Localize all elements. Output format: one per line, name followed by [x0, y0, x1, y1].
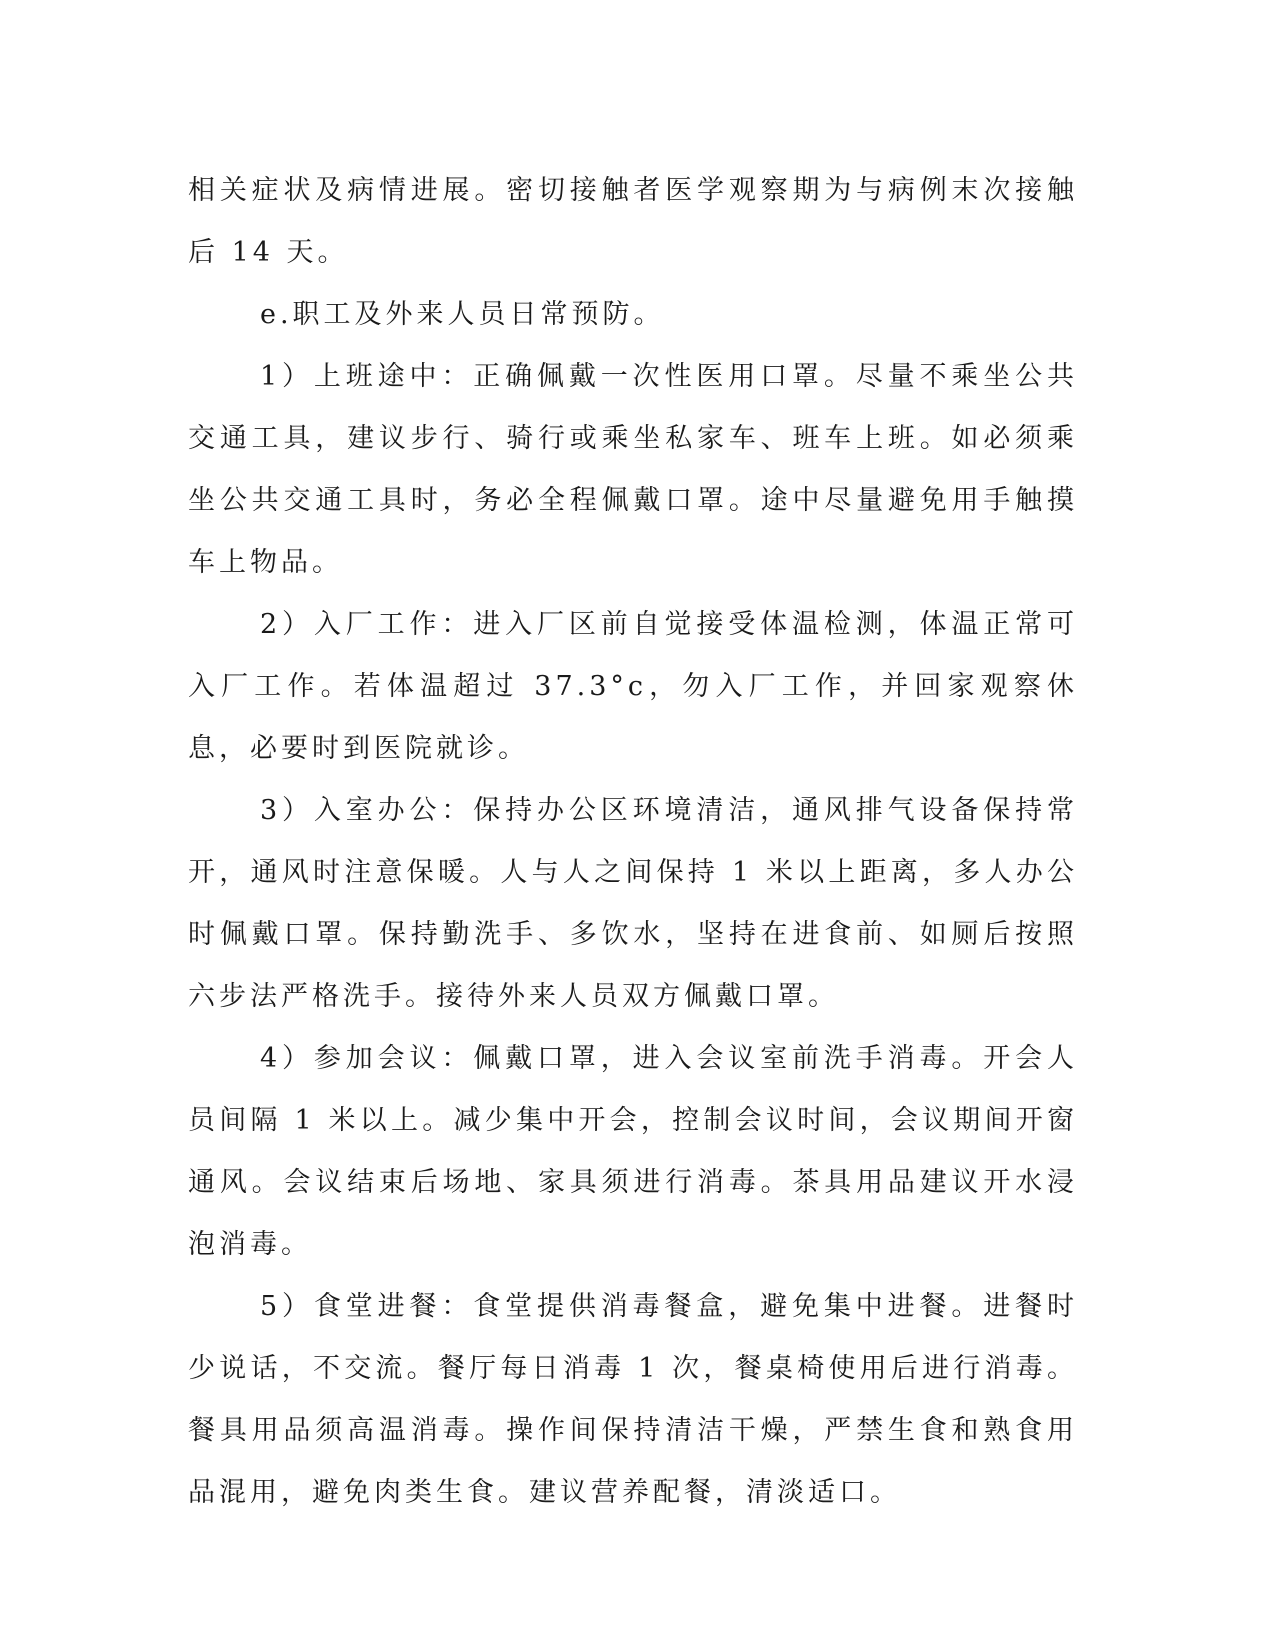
section-heading-e: e.职工及外来人员日常预防。 [260, 299, 665, 330]
paragraph-meetings: 4）参加会议：佩戴口罩，进入会议室前洗手消毒。开会人员间隔 1 米以上。减少集中开会，控制会议时间，会议期间开窗通风。会议结束后场地、家具须进行消毒。茶具用品建议开水浸泡消毒。 [188, 1043, 1078, 1260]
body-text [188, 160, 1078, 1524]
paragraph-continuation: 相关症状及病情进展。密切接触者医学观察期为与病例末次接触后 14 天。 [188, 175, 1078, 268]
paragraph-canteen: 5）食堂进餐：食堂提供消毒餐盒，避免集中进餐。进餐时少说话，不交流。餐厅每日消毒 1 次，餐桌椅使用后进行消毒。餐具用品须高温消毒。操作间保持清洁干燥，严禁生食和熟食用品混用，避免肉类生食。建议营养配餐，清淡适口。 [188, 1291, 1078, 1508]
paragraph-factory-entry: 2）入厂工作：进入厂区前自觉接受体温检测，体温正常可入厂工作。若体温超过 37.3°c，勿入厂工作，并回家观察休息，必要时到医院就诊。 [188, 609, 1078, 764]
paragraph-commute: 1）上班途中：正确佩戴一次性医用口罩。尽量不乘坐公共交通工具，建议步行、骑行或乘坐私家车、班车上班。如必须乘坐公共交通工具时，务必全程佩戴口罩。途中尽量避免用手触摸车上物品。 [188, 361, 1078, 578]
paragraph-office: 3）入室办公：保持办公区环境清洁，通风排气设备保持常开，通风时注意保暖。人与人之间保持 1 米以上距离，多人办公时佩戴口罩。保持勤洗手、多饮水，坚持在进食前、如厕后按照六步法严格洗手。接待外来人员双方佩戴口罩。 [188, 795, 1078, 1012]
